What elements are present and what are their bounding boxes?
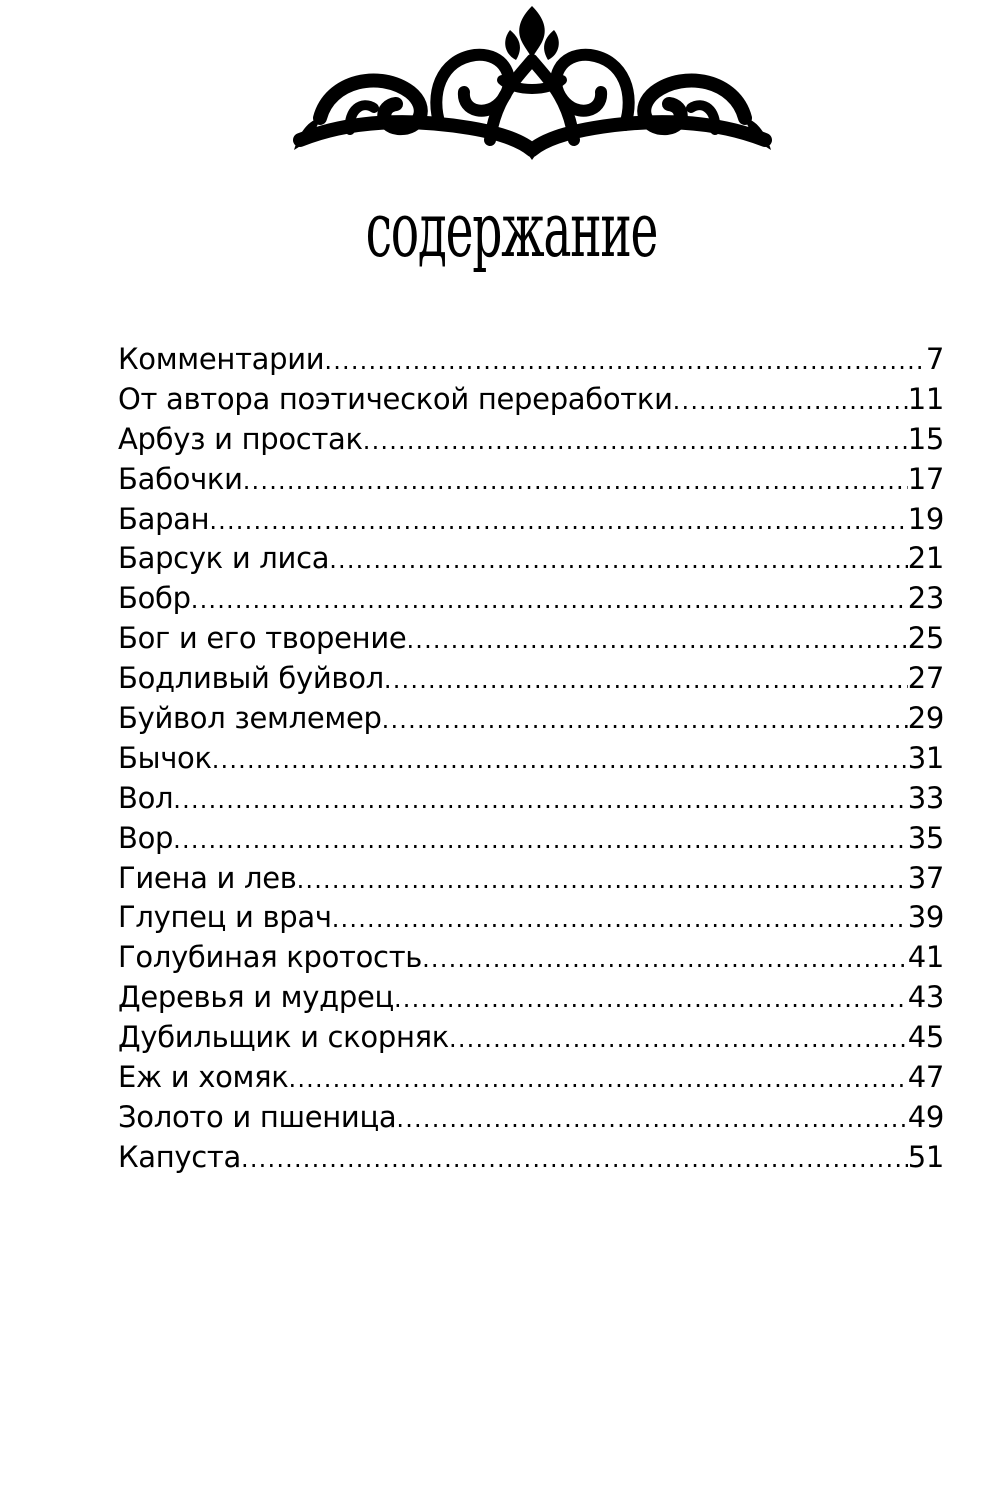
toc-entry [118,859,944,899]
toc-entry-title: Арбуз и простак [118,421,363,456]
toc-entry-title: Бобр [118,581,191,616]
toc-entry [118,898,944,938]
toc-dot-leader [422,940,908,980]
toc-dot-leader [209,502,907,542]
toc-entry-title: Деревья и мудрец [118,980,394,1015]
table-of-contents [118,340,944,1178]
toc-entry [118,380,944,420]
toc-entry-page-number: 47 [907,1060,944,1095]
toc-entry-page-number: 29 [907,701,944,736]
toc-entry [118,340,944,380]
toc-entry-page-number: 37 [907,860,944,895]
toc-entry-title: Комментарии [118,342,325,376]
toc-entry-page-number: 33 [907,780,944,815]
toc-dot-leader [394,980,908,1020]
toc-dot-leader [324,342,925,382]
celtic-knot-ornament-icon [290,0,775,160]
toc-dot-leader [382,701,908,741]
toc-dot-leader [243,462,908,502]
toc-entry-title: Вор [118,820,174,855]
toc-entry-page-number: 11 [907,381,944,416]
toc-dot-leader [191,581,908,621]
toc-entry-page-number: 25 [907,621,944,656]
toc-entry-title: Дубильщик и скорняк [118,1020,449,1055]
toc-dot-leader [288,1060,907,1100]
toc-entry [118,779,944,819]
toc-entry-page-number: 45 [907,1020,944,1055]
toc-entry-title: Золото и пшеница [118,1099,397,1134]
toc-entry [118,819,944,859]
toc-entry [118,500,944,540]
toc-entry-page-number: 19 [907,501,944,536]
toc-entry-page-number: 27 [907,661,944,696]
toc-dot-leader [449,1020,908,1060]
toc-entry-title: Вол [118,780,174,815]
toc-entry-title: Бычок [118,740,212,775]
toc-entry [118,460,944,500]
toc-entry-page-number: 51 [907,1139,944,1174]
toc-entry-page-number: 23 [907,581,944,616]
toc-entry-title: Бог и его творение [118,621,407,656]
toc-entry-title: Еж и хомяк [118,1060,289,1095]
toc-entry-title: Бабочки [118,461,243,496]
toc-dot-leader [673,382,908,422]
toc-entry [118,619,944,659]
toc-entry-page-number: 31 [907,740,944,775]
toc-entry [118,659,944,699]
toc-entry [118,1138,944,1178]
toc-entry-page-number: 43 [907,980,944,1015]
toc-entry [118,739,944,779]
toc-entry-page-number: 41 [907,940,944,975]
page-title: содержание [365,185,658,274]
toc-entry [118,1018,944,1058]
toc-dot-leader [212,741,908,781]
toc-entry [118,420,944,460]
toc-entry-title: Глупец и врач [118,900,332,935]
toc-entry [118,1058,944,1098]
toc-entry-title: Буйвол землемер [118,701,382,736]
toc-entry-title: Голубиная кротость [118,940,423,975]
toc-entry-title: От автора поэтической переработки [118,381,673,416]
toc-entry [118,938,944,978]
toc-entry-page-number: 21 [907,541,944,576]
toc-entry [118,1098,944,1138]
toc-entry [118,539,944,579]
toc-entry-title: Барсук и лиса [118,541,330,576]
toc-entry-page-number: 35 [907,820,944,855]
toc-dot-leader [173,781,907,821]
toc-dot-leader [241,1140,908,1180]
toc-entry [118,978,944,1018]
toc-entry-page-number: 49 [907,1099,944,1134]
toc-entry [118,699,944,739]
toc-dot-leader [406,621,907,661]
toc-entry-page-number: 39 [907,900,944,935]
toc-dot-leader [363,422,908,462]
toc-entry-title: Гиена и лев [118,860,297,895]
toc-dot-leader [329,541,908,581]
toc-dot-leader [384,661,908,701]
toc-dot-leader [332,900,908,940]
toc-entry-page-number: 7 [925,342,944,376]
toc-entry-title: Бодливый буйвол [118,661,384,696]
toc-entry-title: Капуста [118,1139,241,1174]
toc-entry-page-number: 17 [907,461,944,496]
toc-entry-page-number: 15 [907,421,944,456]
toc-dot-leader [173,821,908,861]
toc-dot-leader [396,1100,907,1140]
toc-dot-leader [297,861,908,901]
toc-entry-title: Баран [118,501,210,536]
toc-entry [118,579,944,619]
